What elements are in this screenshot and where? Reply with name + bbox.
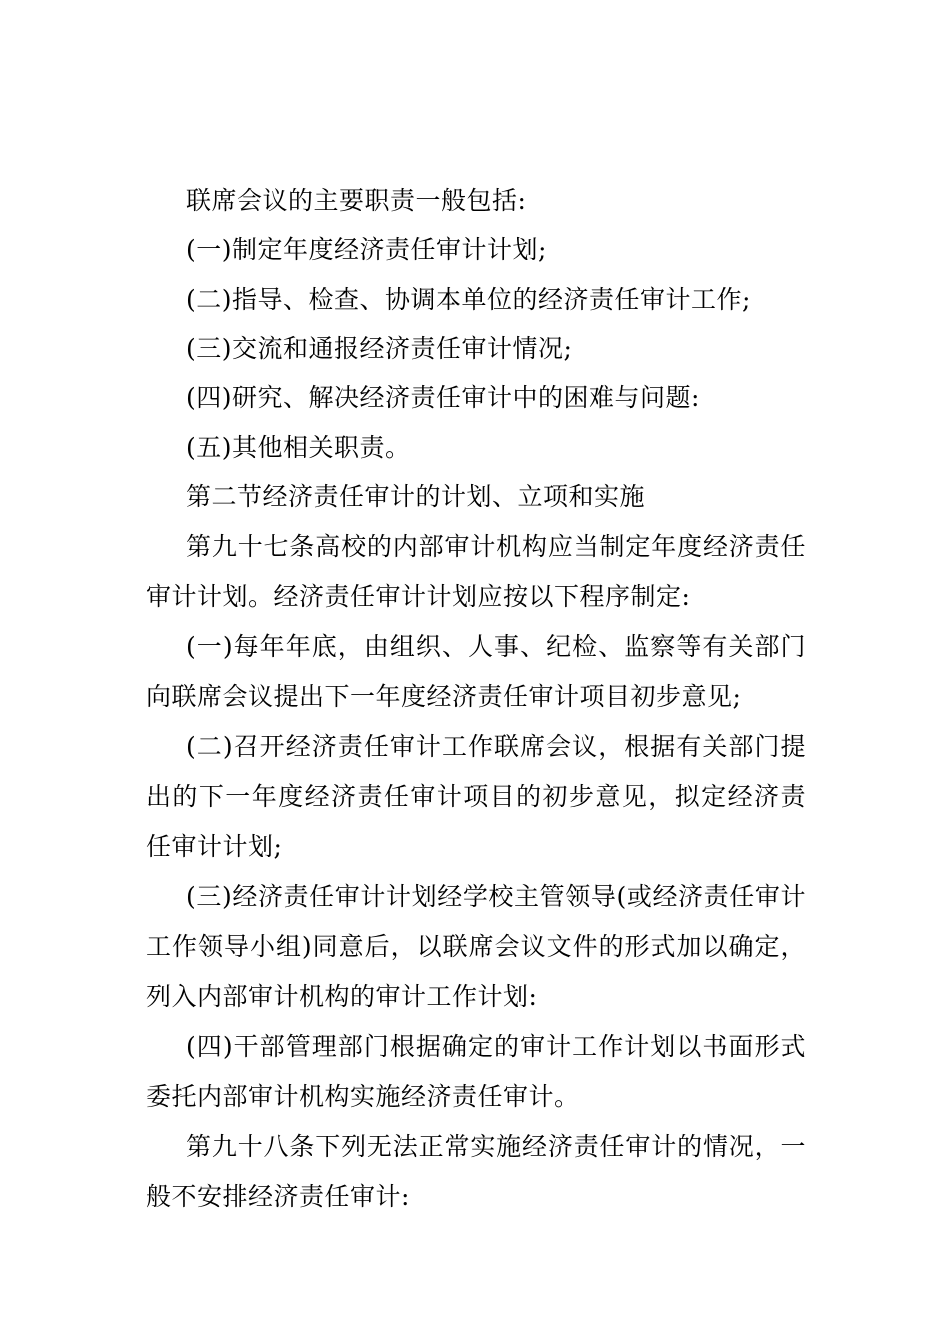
text-line: 出的下一年度经济责任审计项目的初步意见，拟定经济责 — [146, 782, 806, 811]
text-line: (四)干部管理部门根据确定的审计工作计划以书面形式 — [186, 1032, 806, 1061]
text-line: (二)召开经济责任审计工作联席会议，根据有关部门提 — [186, 732, 806, 761]
text-line: (三)交流和通报经济责任审计情况; — [186, 334, 573, 363]
text-line: 向联席会议提出下一年度经济责任审计项目初步意见; — [146, 682, 742, 711]
text-line: 列入内部审计机构的审计工作计划: — [146, 982, 538, 1011]
text-line: 委托内部审计机构实施经济责任审计。 — [146, 1082, 580, 1111]
section-heading: 第二节经济责任审计的计划、立项和实施 — [186, 482, 646, 511]
text-line: 工作领导小组)同意后，以联席会议文件的形式加以确定， — [146, 932, 806, 961]
text-line: (一)每年年底，由组织、人事、纪检、监察等有关部门 — [186, 632, 806, 661]
text-line: 第九十七条高校的内部审计机构应当制定年度经济责任 — [186, 532, 806, 561]
text-line: 任审计计划; — [146, 832, 283, 861]
text-line: 审计计划。经济责任审计计划应按以下程序制定: — [146, 582, 691, 611]
text-line: 第九十八条下列无法正常实施经济责任审计的情况，一 — [186, 1132, 806, 1161]
text-line: (三)经济责任审计计划经学校主管领导(或经济责任审计 — [186, 882, 806, 911]
text-line: 般不安排经济责任审计: — [146, 1182, 410, 1211]
text-line: (四)研究、解决经济责任审计中的困难与问题: — [186, 383, 700, 412]
text-line: (五)其他相关职责。 — [186, 433, 411, 462]
text-line: (一)制定年度经济责任审计计划; — [186, 235, 547, 264]
text-line: (二)指导、检查、协调本单位的经济责任审计工作; — [186, 285, 751, 314]
text-line: 联席会议的主要职责一般包括: — [186, 186, 527, 215]
